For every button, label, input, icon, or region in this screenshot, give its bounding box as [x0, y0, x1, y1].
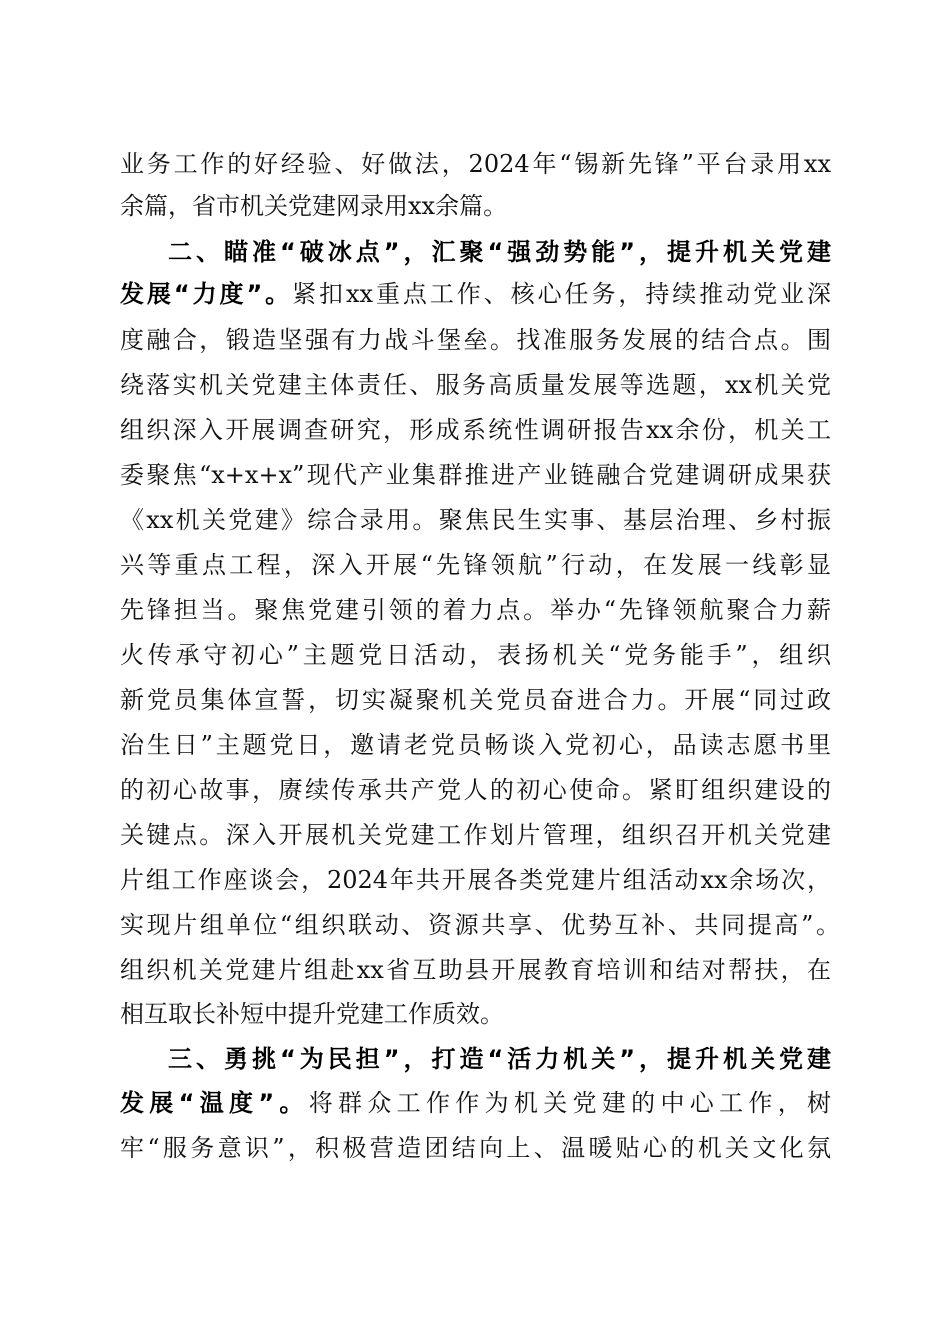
p1-line-1: 业务工作的好经验、好做法，2024年“锡新先锋”平台录用xx: [120, 150, 831, 178]
p2-line-12: 治生日”主题党日，邀请老党员畅谈入党初心，品读志愿书里: [120, 731, 831, 759]
p2-line-9: 先锋担当。聚焦党建引领的着力点。举办“先锋领航聚合力薪: [120, 596, 831, 624]
p2-line-7: 《xx机关党建》综合录用。聚焦民生实事、基层治理、乡村振: [120, 506, 831, 534]
p2-line-15: 片组工作座谈会，2024年共开展各类党建片组活动xx余场次，: [120, 866, 831, 894]
p2-line-2: [120, 274, 831, 314]
section-2-heading-end: 发展“力度”。: [120, 280, 293, 308]
p2-line-13: 的初心故事，赓续传承共产党人的初心使命。紧盯组织建设的: [120, 776, 831, 804]
p2-line-16: 实现片组单位“组织联动、资源共享、优势互补、共同提高”。: [120, 911, 840, 939]
p2-line-3: 度融合，锻造坚强有力战斗堡垒。找准服务发展的结合点。围: [120, 326, 831, 354]
p2-line-11: 新党员集体宣誓，切实凝聚机关党员奋进合力。开展“同过政: [120, 686, 831, 714]
p2-line-8: 兴等重点工程，深入开展“先锋领航”行动，在发展一线彰显: [120, 551, 831, 579]
p3-line-2: [120, 1083, 831, 1123]
p3-line-3: 牢“服务意识”，积极营造团结向上、温暖贴心的机关文化氛: [120, 1134, 831, 1162]
p2-line-14: 关键点。深入开展机关党建工作划片管理，组织召开机关党建: [120, 821, 831, 849]
section-2-heading: 二、瞄准“破冰点”，汇聚“强劲势能”，提升机关党建: [168, 238, 831, 266]
p2-line-2-text: 紧扣xx重点工作、核心任务，持续推动党业深: [292, 280, 831, 308]
p2-line-4: 绕落实机关党建主体责任、服务高质量发展等选题，xx机关党: [120, 371, 831, 399]
section-3-heading: 三、勇挑“为民担”，打造“活力机关”，提升机关党建: [168, 1045, 831, 1073]
p2-line-18: 相互取长补短中提升党建工作质效。: [120, 1000, 504, 1028]
p1-line-2: 余篇，省市机关党建网录用xx余篇。: [120, 192, 508, 220]
p2-line-10: 火传承守初心”主题党日活动，表扬机关“党务能手”，组织: [120, 641, 831, 669]
section-3-heading-end: 发展“温度”。: [120, 1089, 309, 1117]
p2-line-6: 委聚焦“x+x+x”现代产业集群推进产业链融合党建调研成果获: [120, 461, 831, 489]
p2-line-17: 组织机关党建片组赴xx省互助县开展教育培训和结对帮扶，在: [120, 956, 831, 984]
p3-line-2-text: 将群众工作作为机关党建的中心工作，树: [308, 1089, 832, 1117]
p2-line-5: 组织深入开展调查研究，形成系统性调研报告xx余份，机关工: [120, 416, 831, 444]
